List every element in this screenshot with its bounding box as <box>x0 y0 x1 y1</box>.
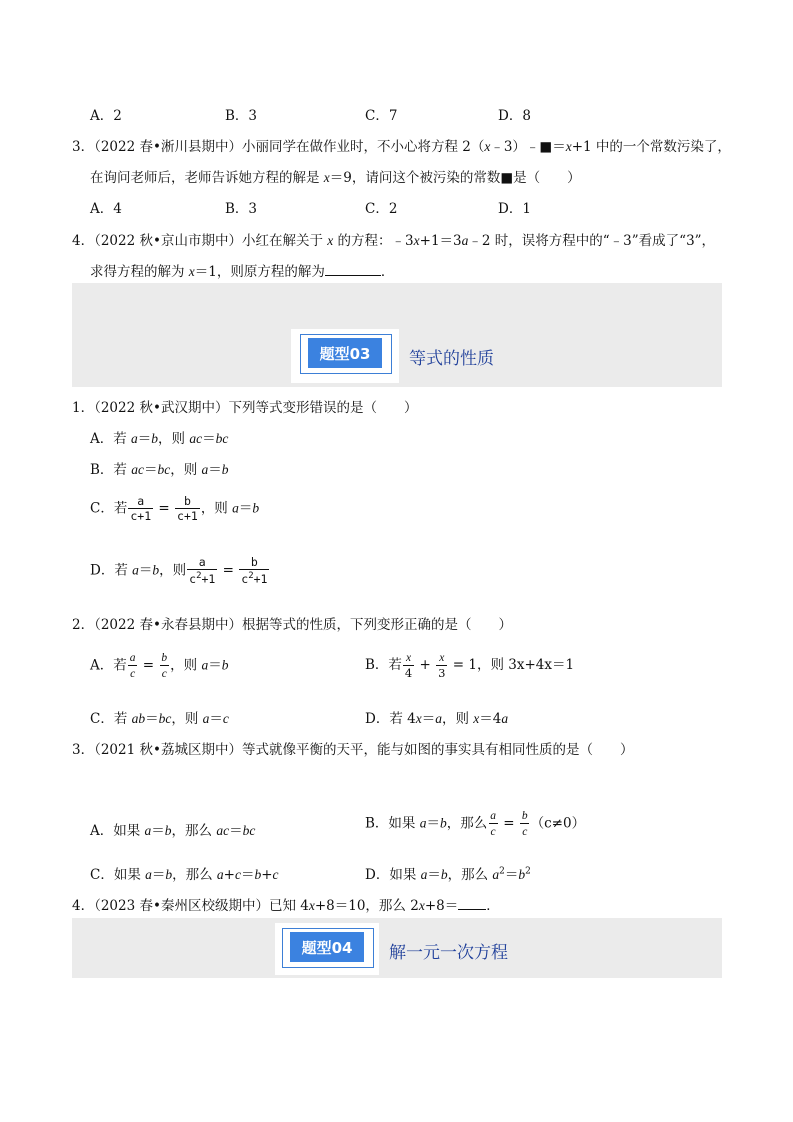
option-d: D．8 <box>498 108 531 124</box>
option-c: C．7 <box>365 108 398 124</box>
s3-q2-option-d: D．若 4x＝a，则 x＝4a <box>365 711 509 727</box>
q4-line2: 求得方程的解为 x＝1，则原方程的解为 ． <box>90 264 395 280</box>
s3-q3-option-c: C．如果 a＝b，那么 a+c＝b+c <box>90 867 279 883</box>
s3-q1-option-c: C．若 $\frac{a}{c+1}$ = $\frac{b}{c+1}$ ，则 a＝b <box>90 494 260 523</box>
q3-line2: 在询问老师后，老师告诉她方程的解是 x＝9，请问这个被污染的常数■是（ ） <box>90 170 581 186</box>
section-title-03: 等式的性质 <box>409 349 494 369</box>
s3-q1-option-d: D．若 a＝b，则 $\frac{a}{c^2+1}$ = $\frac{b}{c^2+1}$ <box>90 555 268 586</box>
s3-q2-stem: 2．（2022 春•永春县期中）根据等式的性质，下列变形正确的是（ ） <box>72 617 512 633</box>
s3-q1-option-b: B．若 ac＝bc，则 a＝b <box>90 462 229 478</box>
answer-blank[interactable] <box>325 275 381 276</box>
s3-q1-option-a: A．若 a＝b，则 ac＝bc <box>90 431 229 447</box>
s3-q2-option-b: B．若 $\frac{x}{4}$ + $\frac{x}{3}$ = 1，则 3x+4x＝1 <box>365 652 575 680</box>
section-badge-03: 题型03 <box>308 338 382 368</box>
s3-q4-line: 4．（2023 春•秦州区校级期中）已知 4x+8＝10，那么 2x+8＝ ． <box>72 898 500 914</box>
section-title-04: 解一元一次方程 <box>389 943 508 963</box>
s3-q3-option-b: B．如果 a＝b，那么 $\frac{a}{c}$ = $\frac{b}{c}$ （c≠0） <box>365 810 586 838</box>
s3-q2-option-a: A．若 $\frac{a}{c}$ = $\frac{b}{c}$ ，则 a＝b <box>90 652 229 680</box>
q4-line1: 4．（2022 秋•京山市期中）小红在解关于 x 的方程：﹣3x+1＝3a﹣2 时，误将方程中的“﹣3”看成了“3”， <box>72 233 716 249</box>
q3-line1: 3．（2022 春•淅川县期中）小丽同学在做作业时，不小心将方程 2（x﹣3）﹣■＝x+1 中的一个常数污染了， <box>72 139 731 155</box>
q3-option-a: A．4 <box>90 201 122 217</box>
q3-option-d: D．1 <box>498 201 531 217</box>
option-b: B．3 <box>225 108 258 124</box>
s3-q3-option-d: D．如果 a＝b，那么 $a^2=b^2$ <box>365 866 531 883</box>
q3-option-b: B．3 <box>225 201 258 217</box>
s3-q3-option-a: A．如果 a＝b，那么 ac＝bc <box>90 823 256 839</box>
s3-q1-stem: 1．（2022 秋•武汉期中）下列等式变形错误的是（ ） <box>72 400 418 416</box>
section-badge-04: 题型04 <box>290 932 364 962</box>
answer-blank[interactable] <box>458 909 486 910</box>
s3-q2-option-c: C．若 ab＝bc，则 a＝c <box>90 711 229 727</box>
section-banner-04 <box>72 918 722 978</box>
s3-q3-stem: 3．（2021 秋•荔城区期中）等式就像平衡的天平，能与如图的事实具有相同性质的是（ ） <box>72 742 634 758</box>
section-banner-03 <box>72 283 722 387</box>
option-a: A．2 <box>90 108 122 124</box>
q3-option-c: C．2 <box>365 201 398 217</box>
